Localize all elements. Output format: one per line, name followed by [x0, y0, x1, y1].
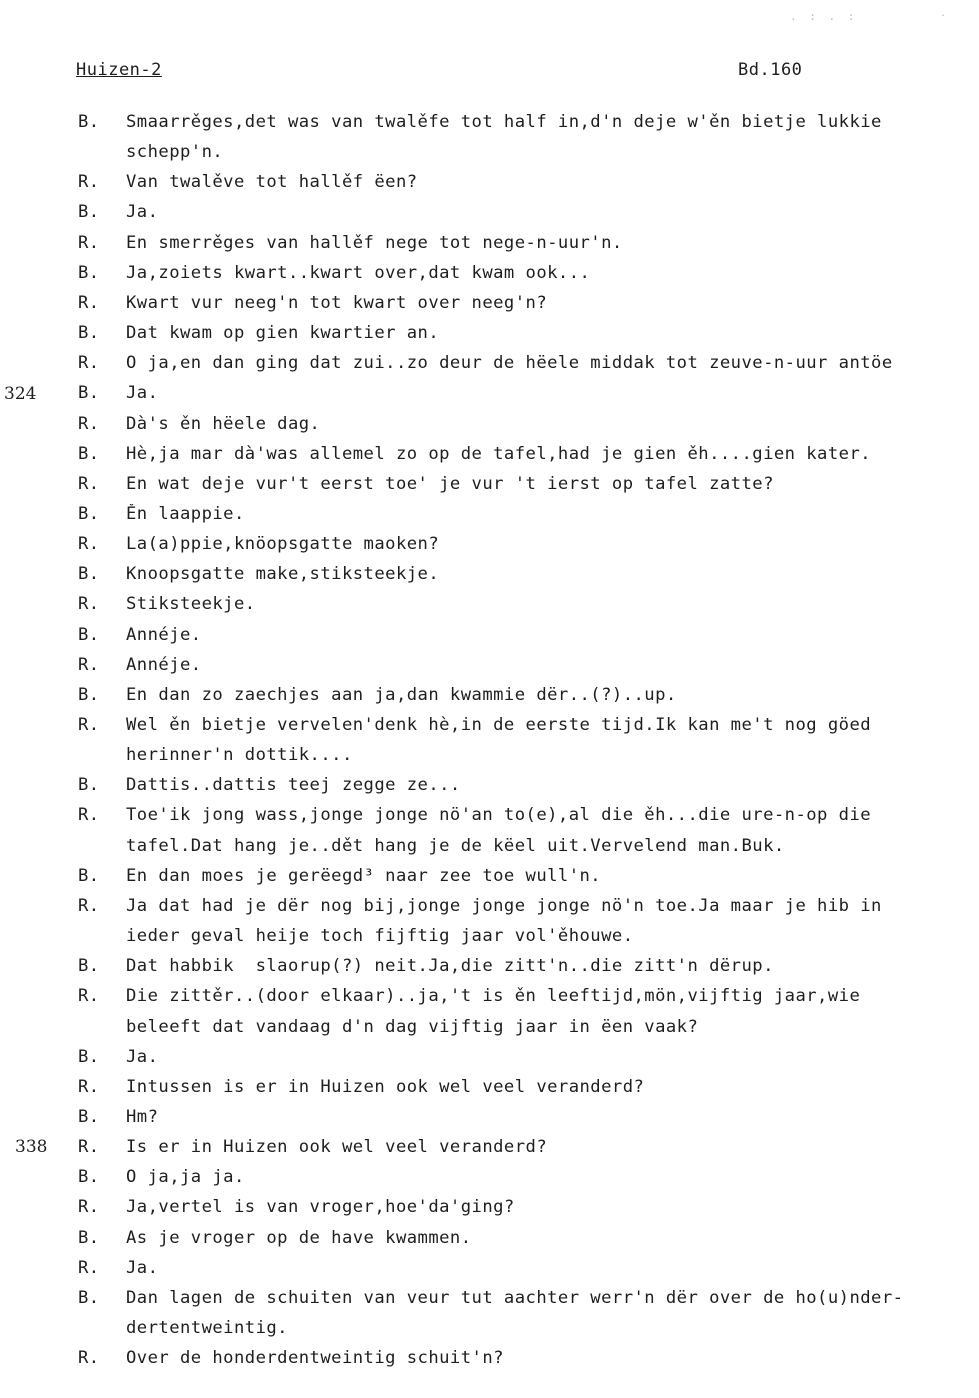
speaker-label: R.: [78, 986, 100, 1007]
transcript-line: [0, 383, 979, 413]
transcript-line: [0, 353, 979, 383]
utterance-text: Toe'ik jong wass,jonge jonge nö'an to(e),al die ěh...die ure-n-op die: [126, 805, 872, 826]
transcript-line: [0, 1228, 979, 1258]
margin-line-number: 338: [15, 1137, 48, 1157]
utterance-text: Ja.: [126, 1257, 159, 1278]
utterance-text: O ja,en dan ging dat zui..zo deur de hëele middak tot zeuve-n-uur antöe: [126, 353, 893, 374]
transcript-line: [0, 1348, 979, 1378]
utterance-text: Dà's ěn hëele dag.: [126, 413, 321, 434]
transcript-line: [0, 534, 979, 564]
utterance-text: Ja,zoiets kwart..kwart over,dat kwam ook...: [126, 262, 591, 283]
transcript-line: [0, 444, 979, 474]
speaker-label: B.: [78, 323, 100, 344]
utterance-text: Annéje.: [126, 624, 202, 645]
utterance-text: beleeft dat vandaag d'n dag vijftig jaar in ëen vaak?: [126, 1016, 699, 1037]
utterance-text: Over de honderdentweintig schuit'n?: [126, 1348, 504, 1369]
speaker-label: B.: [78, 112, 100, 132]
utterance-text: Kwart vur neeg'n tot kwart over neeg'n?: [126, 292, 548, 313]
speaker-label: R.: [78, 895, 100, 916]
utterance-text: Wel ěn bietje vervelen'denk hè,in de eerste tijd.Ik kan me't nog göed: [126, 715, 872, 735]
transcript-line: [0, 986, 979, 1016]
speaker-label: R.: [78, 654, 100, 675]
utterance-text: tafel.Dat hang je..dět hang je de këel uit.Vervelend man.Buk.: [126, 835, 785, 856]
utterance-text: Dat kwam op gien kwartier an.: [126, 323, 440, 344]
utterance-text: Intussen is er in Huizen ook wel veel veranderd?: [126, 1076, 645, 1097]
transcript-line: [0, 293, 979, 323]
speaker-label: R.: [78, 594, 100, 615]
speaker-label: R.: [78, 805, 100, 826]
utterance-text: Stiksteekje.: [126, 594, 256, 615]
scan-speck: .: [940, 8, 947, 19]
transcript-line: [0, 1017, 979, 1047]
transcript-line: [0, 866, 979, 896]
utterance-text: dertentweintig.: [126, 1318, 288, 1338]
utterance-text: En dan zo zaechjes aan ja,dan kwammie dër..(?)..up.: [126, 684, 677, 705]
transcript-line: [0, 775, 979, 805]
utterance-text: Dattis..dattis teej zegge ze...: [126, 775, 461, 796]
speaker-label: R.: [78, 292, 100, 313]
scan-speck: . : . :: [790, 10, 858, 23]
utterance-text: En wat deje vur't eerst toe' je vur 't ierst op tafel zatte?: [126, 473, 774, 494]
transcript-line: [0, 594, 979, 624]
transcript-line: [0, 715, 979, 745]
transcript-line: [0, 323, 979, 353]
speaker-label: B.: [78, 1227, 100, 1248]
utterance-text: La(a)ppie,knöopsgatte maoken?: [126, 534, 440, 555]
utterance-text: herinner'n dottik....: [126, 745, 353, 766]
transcript-line: [0, 1047, 979, 1077]
speaker-label: R.: [78, 413, 100, 434]
transcript-line: [0, 1167, 979, 1197]
transcript-line: [0, 836, 979, 866]
utterance-text: Smaarrěges,det was van twalěfe tot half in,d'n deje w'ěn bietje lukkie: [126, 112, 882, 132]
speaker-label: R.: [78, 172, 100, 193]
speaker-label: B.: [78, 1106, 100, 1127]
speaker-label: R.: [78, 1348, 100, 1369]
utterance-text: En dan moes je gerëegd³ naar zee toe wull'n.: [126, 865, 602, 886]
utterance-text: Die zittěr..(door elkaar)..ja,'t is ěn leeftijd,mön,vijftig jaar,wie: [126, 986, 861, 1007]
utterance-text: Van twalěve tot hallěf ëen?: [126, 172, 418, 193]
speaker-label: B.: [78, 865, 100, 886]
transcript-line: [0, 926, 979, 956]
transcript-line: [0, 896, 979, 926]
utterance-text: Dat habbik slaorup(?) neit.Ja,die zitt'n..die zitt'n dërup.: [126, 956, 774, 977]
speaker-label: R.: [78, 1257, 100, 1278]
transcript-line: [0, 1107, 979, 1137]
speaker-label: B.: [78, 1167, 100, 1188]
transcript-line: [0, 474, 979, 504]
speaker-label: R.: [78, 715, 100, 735]
transcript-line: [0, 655, 979, 685]
speaker-label: B.: [78, 775, 100, 796]
speaker-label: R.: [78, 1076, 100, 1097]
speaker-label: B.: [78, 202, 100, 223]
margin-line-number: 324: [4, 384, 37, 404]
utterance-text: Ja dat had je dër nog bij,jonge jonge jonge nö'n toe.Ja maar je hib in: [126, 895, 882, 916]
transcript-line: [0, 1318, 979, 1348]
utterance-text: schepp'n.: [126, 142, 224, 163]
page-reference: Bd.160: [738, 60, 803, 80]
transcript-line: [0, 1288, 979, 1318]
speaker-label: R.: [78, 534, 100, 555]
transcript-line: [0, 414, 979, 444]
speaker-label: B.: [78, 503, 100, 524]
transcript-line: [0, 1258, 979, 1288]
utterance-text: ieder geval heije toch fijftig jaar vol'ěhouwe.: [126, 926, 634, 947]
speaker-label: B.: [78, 684, 100, 705]
utterance-text: Hè,ja mar dà'was allemel zo op de tafel,had je gien ěh....gien kater.: [126, 443, 872, 464]
speaker-label: B.: [78, 624, 100, 645]
speaker-label: B.: [78, 262, 100, 283]
transcript-line: [0, 142, 979, 172]
speaker-label: B.: [78, 564, 100, 585]
speaker-label: R.: [78, 1137, 100, 1158]
speaker-label: B.: [78, 1046, 100, 1067]
transcript-line: [0, 805, 979, 835]
transcript-line: [0, 202, 979, 232]
transcript-line: [0, 1197, 979, 1227]
utterance-text: Is er in Huizen ook wel veel veranderd?: [126, 1137, 548, 1158]
speaker-label: R.: [78, 232, 100, 253]
utterance-text: Ja.: [126, 383, 159, 404]
transcript-line: [0, 172, 979, 202]
speaker-label: B.: [78, 383, 100, 404]
transcript-line: [0, 625, 979, 655]
transcript-line: [0, 685, 979, 715]
transcript-line: [0, 504, 979, 534]
utterance-text: O ja,ja ja.: [126, 1167, 245, 1188]
utterance-text: Ja.: [126, 1046, 159, 1067]
transcript-line: [0, 233, 979, 263]
speaker-label: R.: [78, 1197, 100, 1218]
transcript-line: [0, 956, 979, 986]
transcript-line: [0, 564, 979, 594]
transcript-line: [0, 112, 979, 142]
speaker-label: B.: [78, 956, 100, 977]
document-title: Huizen-2: [76, 60, 162, 80]
transcript-line: [0, 745, 979, 775]
utterance-text: Ja,vertel is van vroger,hoe'da'ging?: [126, 1197, 515, 1218]
transcript-line: [0, 1077, 979, 1107]
utterance-text: Annéje.: [126, 654, 202, 675]
utterance-text: En smerrěges van hallěf nege tot nege-n-uur'n.: [126, 232, 623, 253]
utterance-text: Ěn laappie.: [126, 503, 245, 524]
speaker-label: B.: [78, 443, 100, 464]
utterance-text: Knoopsgatte make,stiksteekje.: [126, 564, 440, 585]
utterance-text: Hm?: [126, 1106, 159, 1127]
speaker-label: B.: [78, 1287, 100, 1308]
speaker-label: R.: [78, 353, 100, 374]
utterance-text: Dan lagen de schuiten van veur tut aachter werr'n dër over de ho(u)nder-: [126, 1287, 904, 1308]
transcript-line: [0, 263, 979, 293]
utterance-text: Ja.: [126, 202, 159, 223]
utterance-text: As je vroger op de have kwammen.: [126, 1227, 472, 1248]
speaker-label: R.: [78, 473, 100, 494]
transcript-line: [0, 1137, 979, 1167]
